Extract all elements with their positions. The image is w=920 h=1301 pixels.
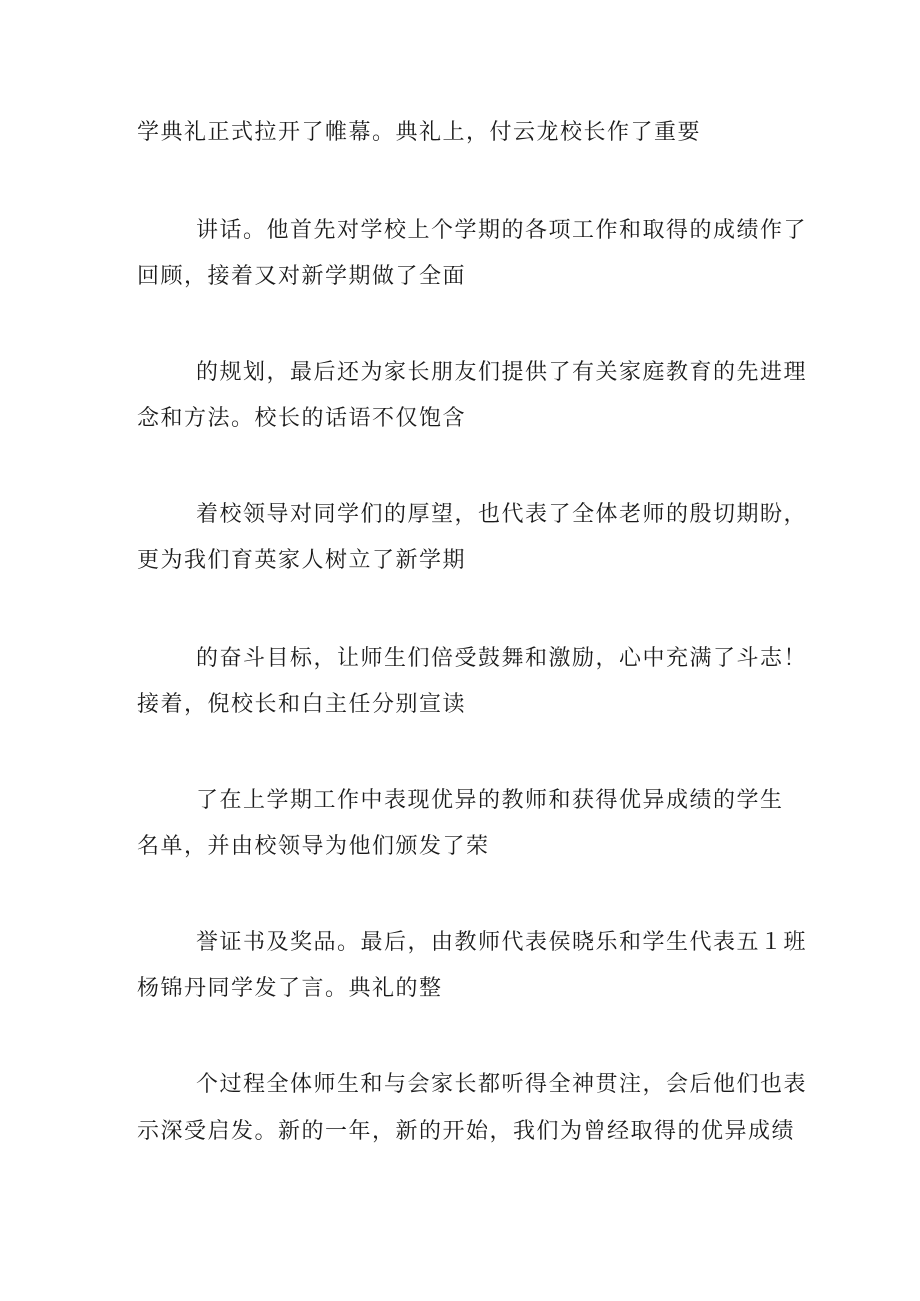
text-line-2: 讲话。他首先对学校上个学期的各项工作和取得的成绩作了 [196,218,808,243]
text-line-12: 誉证书及奖品。最后，由教师代表侯晓乐和学生代表五１班 [196,930,808,955]
text-line-3: 回顾，接着又对新学期做了全面 [137,264,467,289]
text-line-7: 更为我们育英家人树立了新学期 [137,548,467,573]
text-line-9: 接着，倪校长和白主任分别宣读 [137,692,467,717]
text-line-5: 念和方法。校长的话语不仅饱含 [137,406,467,431]
text-line-11: 名单，并由校领导为他们颁发了荣 [137,834,490,859]
text-line-1: 学典礼正式拉开了帷幕。典礼上，付云龙校长作了重要 [137,120,702,145]
text-line-10: 了在上学期工作中表现优异的教师和获得优异成绩的学生 [196,788,784,813]
text-line-6: 着校领导对同学们的厚望，也代表了全体老师的殷切期盼， [196,502,808,527]
text-line-4: 的规划，最后还为家长朋友们提供了有关家庭教育的先进理 [196,360,808,385]
text-line-15: 示深受启发。新的一年，新的开始，我们为曾经取得的优异成绩 [137,1119,796,1144]
text-line-14: 个过程全体师生和与会家长都听得全神贯注，会后他们也表 [196,1072,808,1097]
text-line-8: 的奋斗目标，让师生们倍受鼓舞和激励，心中充满了斗志！ [196,646,808,671]
text-line-13: 杨锦丹同学发了言。典礼的整 [137,976,443,1001]
